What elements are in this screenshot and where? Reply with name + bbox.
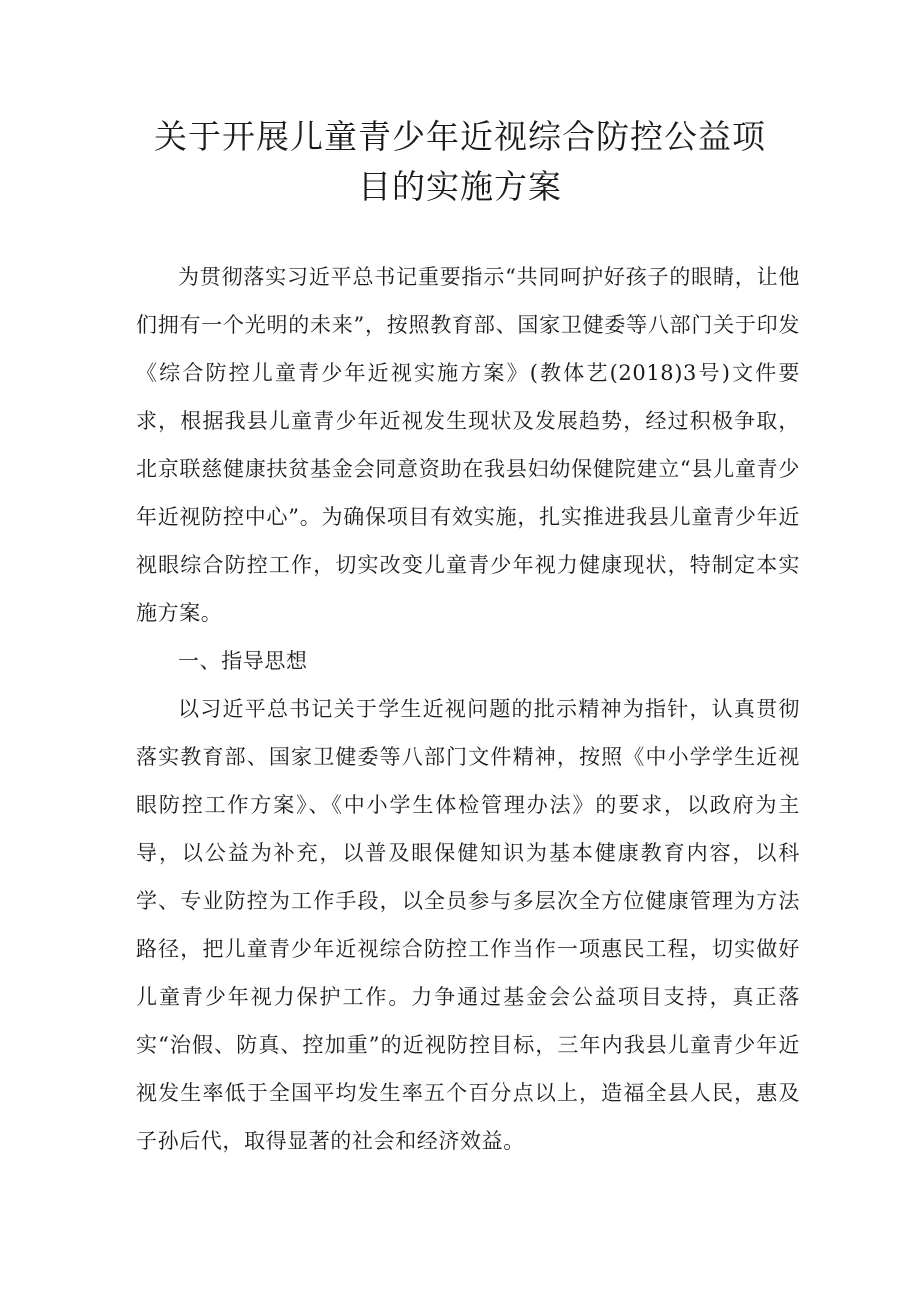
document-title [130,112,790,212]
document-title-line-1: 关于开展儿童青少年近视综合防控公益项 [154,117,766,156]
guiding-ideology-paragraph: 以习近平总书记关于学生近视问题的批示精神为指针，认真贯彻落实教育部、国家卫健委等八部门文件精神，按照《中小学学生近视眼防控工作方案》、《中小学生体检管理办法》的要求，以政府为主导，以公益为补充，以普及眼保健知识为基本健康教育内容，以科学、专业防控为工作手段，以全员参与多层次全方位健康管理为方法路径，把儿童青少年近视综合防控工作当作一项惠民工程，切实做好儿童青少年视力保护工作。力争通过基金会公益项目支持，真正落实“治假、防真、控加重”的近视防控目标，三年内我县儿童青少年近视发生率低于全国平均发生率五个百分点以上，造福全县人民，惠及子孙后代，取得显著的社会和经济效益。 [136,697,800,1153]
intro-paragraph: 为贯彻落实习近平总书记重要指示“共同呵护好孩子的眼睛，让他们拥有一个光明的未来”，按照教育部、国家卫健委等八部门关于印发《综合防控儿童青少年近视实施方案》(教体艺(2018)3号)文件要求，根据我县儿童青少年近视发生现状及发展趋势，经过积极争取，北京联慈健康扶贫基金会同意资助在我县妇幼保健院建立“县儿童青少年近视防控中心”。为确保项目有效实施，扎实推进我县儿童青少年近视眼综合防控工作，切实改变儿童青少年视力健康现状，特制定本实施方案。 [136,265,800,625]
document-body [136,253,800,1165]
section-heading-guiding-ideology: 一、指导思想 [178,649,308,673]
document-title-line-2: 目的实施方案 [358,167,562,206]
